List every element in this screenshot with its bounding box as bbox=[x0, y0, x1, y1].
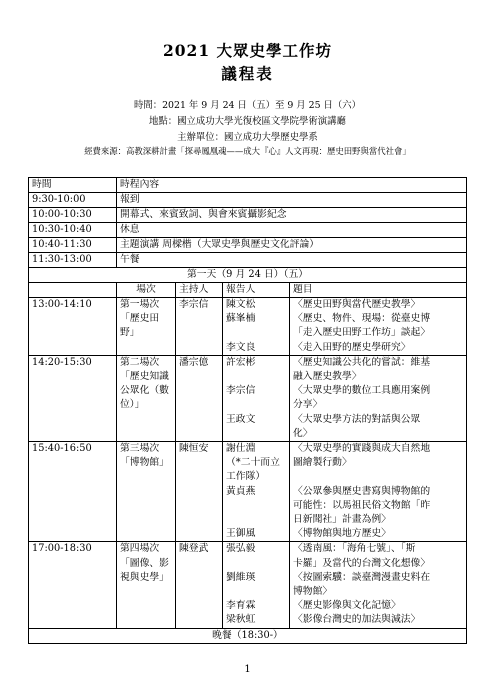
topic-line: 〈歷史、物件、現場：從臺史博 bbox=[293, 313, 431, 325]
day-one-header bbox=[29, 268, 467, 283]
topic-line: 〈大眾史學的實踐與成大自然地 bbox=[293, 443, 431, 455]
schedule-table bbox=[28, 177, 467, 644]
topic-line: 卡羅」及當代的台灣文化想像〉 bbox=[293, 557, 431, 569]
table-row bbox=[29, 238, 467, 253]
session-row bbox=[29, 442, 467, 542]
session-speakers bbox=[223, 542, 290, 628]
session-speakers bbox=[223, 442, 290, 542]
event-time: 時間：2021 年 9 月 24 日（五）至 9 月 25 日（六） bbox=[133, 100, 362, 111]
topic-line: 融入歷史教學〉 bbox=[293, 371, 362, 383]
row-time: 10:40-11:30 bbox=[29, 238, 117, 253]
overview-header-row bbox=[29, 178, 467, 193]
session-name bbox=[117, 298, 176, 356]
speaker-note: （*二十而立 bbox=[226, 457, 280, 469]
dinner-row bbox=[29, 628, 467, 643]
session-time: 13:00-14:10 bbox=[29, 298, 117, 356]
document-subtitle: 議程表 bbox=[221, 64, 274, 83]
session-host: 潘宗億 bbox=[176, 355, 223, 441]
session-line: 公眾化（數 bbox=[120, 385, 169, 397]
event-place: 地點：國立成功大學光復校區文學院學術演講廳 bbox=[149, 116, 346, 127]
session-host: 陳恒安 bbox=[176, 442, 223, 542]
session-line: 第一場次 bbox=[120, 299, 160, 310]
session-line: 位）」 bbox=[120, 399, 145, 411]
session-line: 第四場次 bbox=[120, 543, 160, 555]
session-line: 「圖像、影 bbox=[120, 557, 169, 569]
spacer bbox=[293, 470, 463, 484]
speaker: 王御風 bbox=[226, 528, 256, 540]
speaker: 張弘毅 bbox=[226, 543, 256, 555]
session-host: 陳登武 bbox=[176, 542, 223, 628]
speaker: 王政文 bbox=[226, 413, 256, 425]
funding-source: 經費來源：高教深耕計畫「探尋鳳凰魂——成大『心』人文再現：歷史田野與當代社會」 bbox=[84, 146, 411, 156]
speaker: 梁秋虹 bbox=[226, 614, 256, 626]
session-row bbox=[29, 355, 467, 441]
session-topics bbox=[290, 442, 467, 542]
topic-line: 圖繪製行動〉 bbox=[293, 457, 352, 469]
session-line: 「歷史知識 bbox=[120, 371, 169, 383]
header-time: 時間 bbox=[29, 178, 117, 193]
event-host: 主辦單位：國立成功大學歷史學系 bbox=[177, 132, 318, 143]
document-title: 2021 大眾史學工作坊 bbox=[162, 41, 333, 60]
topic-line: 〈歷史田野與當代歷史教學〉 bbox=[293, 299, 421, 310]
session-name bbox=[117, 355, 176, 441]
topic-line: 「走入歷史田野工作坊」談起〉 bbox=[293, 327, 431, 339]
session-row bbox=[29, 542, 467, 628]
session-speakers bbox=[223, 298, 290, 356]
dinner-label: 晚餐（18:30-） bbox=[29, 628, 467, 643]
spacer bbox=[226, 585, 286, 599]
spacer bbox=[226, 513, 286, 527]
blank-cell bbox=[29, 283, 117, 298]
spacer bbox=[226, 499, 286, 513]
session-line: 第二場次 bbox=[120, 356, 160, 368]
header-content: 時程內容 bbox=[117, 178, 467, 193]
row-content: 休息 bbox=[117, 223, 467, 238]
topic-line: 〈歷史知識公共化的嘗試：維基 bbox=[293, 356, 431, 368]
table-row bbox=[29, 223, 467, 238]
topic-line: 〈按圖索驥：談臺灣漫畫史料在 bbox=[293, 571, 431, 583]
topic-line: 〈歷史影像與文化記憶〉 bbox=[293, 600, 401, 612]
session-time: 17:00-18:30 bbox=[29, 542, 117, 628]
spacer bbox=[226, 398, 286, 412]
speaker: 李宗信 bbox=[226, 385, 256, 397]
row-content: 開幕式、來賓致詞、與會來賓攝影紀念 bbox=[117, 208, 467, 223]
row-content: 主題演講 周樑楷（大眾史學與歷史文化評論） bbox=[117, 238, 467, 253]
speaker: 李育霖 bbox=[226, 600, 256, 612]
spacer bbox=[226, 326, 286, 340]
session-column-header bbox=[29, 283, 467, 298]
session-row bbox=[29, 298, 467, 356]
topic-line: 可能性：以馬祖民俗文物館「昨 bbox=[293, 499, 431, 511]
spacer bbox=[226, 557, 286, 571]
col-speaker: 報告人 bbox=[223, 283, 290, 298]
topic-line: 〈大眾史學的數位工具應用案例 bbox=[293, 385, 431, 397]
session-topics bbox=[290, 542, 467, 628]
speaker: 李文良 bbox=[226, 341, 256, 353]
session-line: 「博物館」 bbox=[120, 457, 169, 469]
session-line: 「歷史田野」 bbox=[120, 313, 160, 339]
speaker-note: 工作隊） bbox=[226, 471, 266, 483]
session-host: 李宗信 bbox=[176, 298, 223, 356]
speaker: 許宏彬 bbox=[226, 356, 256, 368]
session-name bbox=[117, 542, 176, 628]
speaker: 蘇峯楠 bbox=[226, 313, 256, 325]
spacer bbox=[226, 370, 286, 384]
page-number: 1 bbox=[244, 664, 251, 675]
session-time: 15:40-16:50 bbox=[29, 442, 117, 542]
topic-line: 〈博物館與地方歷史〉 bbox=[293, 528, 391, 540]
table-row bbox=[29, 253, 467, 268]
row-time: 9:30-10:00 bbox=[29, 193, 117, 208]
topic-line: 〈透南風：「海角七號」、「斯 bbox=[293, 543, 416, 555]
topic-line: 〈公眾參與歷史書寫與博物館的 bbox=[293, 485, 431, 497]
col-topic: 題目 bbox=[290, 283, 467, 298]
col-host: 主持人 bbox=[176, 283, 223, 298]
session-speakers bbox=[223, 355, 290, 441]
session-line: 視與史學」 bbox=[120, 571, 169, 583]
session-topics bbox=[290, 355, 467, 441]
topic-line: 〈大眾史學方法的對話與公眾 bbox=[293, 413, 421, 425]
row-content: 午餐 bbox=[117, 253, 467, 268]
row-content: 報到 bbox=[117, 193, 467, 208]
session-name bbox=[117, 442, 176, 542]
row-time: 11:30-13:00 bbox=[29, 253, 117, 268]
topic-line: 〈影像台灣史的加法與減法〉 bbox=[293, 614, 421, 626]
speaker: 陳文松 bbox=[226, 299, 256, 310]
day-label: 第一天（9 月 24 日）（五） bbox=[29, 268, 467, 283]
speaker: 劉維瑛 bbox=[226, 571, 256, 583]
topic-line: 博物館〉 bbox=[293, 586, 333, 598]
speaker: 謝仕淵 bbox=[226, 443, 256, 455]
topic-line: 日新聞社」計畫為例〉 bbox=[293, 514, 391, 526]
topic-line: 分享〉 bbox=[293, 399, 323, 411]
topic-line: 化〉 bbox=[293, 427, 313, 439]
col-session: 場次 bbox=[117, 283, 176, 298]
topic-line: 〈走入田野的歷史學研究〉 bbox=[293, 341, 411, 353]
session-topics bbox=[290, 298, 467, 356]
session-time: 14:20-15:30 bbox=[29, 355, 117, 441]
table-row bbox=[29, 208, 467, 223]
row-time: 10:30-10:40 bbox=[29, 223, 117, 238]
session-line: 第三場次 bbox=[120, 443, 160, 455]
row-time: 10:00-10:30 bbox=[29, 208, 117, 223]
table-row bbox=[29, 193, 467, 208]
speaker: 黃貞燕 bbox=[226, 485, 256, 497]
